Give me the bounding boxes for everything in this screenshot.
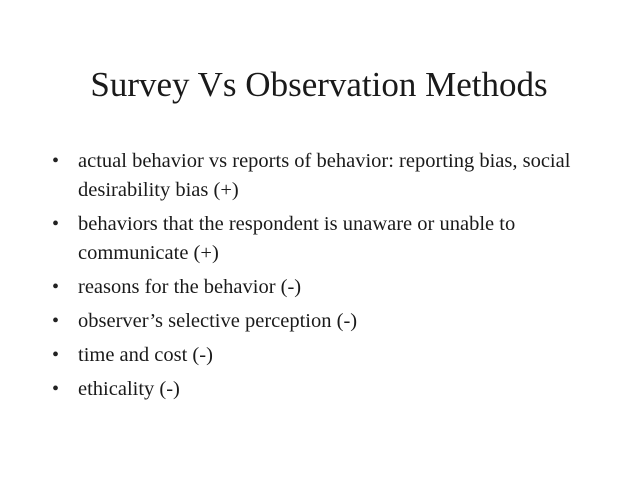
bullet-item bbox=[52, 147, 622, 205]
slide-title: Survey Vs Observation Methods bbox=[90, 65, 548, 104]
bullet-text: ethicality (-) bbox=[78, 378, 180, 400]
bullet-item bbox=[52, 210, 622, 268]
bullet-item bbox=[52, 375, 622, 404]
bullet-item bbox=[52, 273, 622, 302]
bullet-item bbox=[52, 307, 622, 336]
bullet-dot-icon: • bbox=[52, 344, 60, 366]
bullet-text: behaviors that the respondent is unaware or unable to communicate (+) bbox=[78, 213, 516, 264]
bullet-dot-icon: • bbox=[52, 213, 60, 235]
bullet-dot-icon: • bbox=[52, 276, 60, 298]
bullet-text: time and cost (-) bbox=[78, 344, 213, 366]
bullet-item bbox=[52, 341, 622, 370]
bullet-dot-icon: • bbox=[52, 150, 60, 172]
bullet-text: observer’s selective perception (-) bbox=[78, 310, 358, 332]
bullet-dot-icon: • bbox=[52, 378, 60, 400]
bullet-text: actual behavior vs reports of behavior: reporting bias, social desirability bias (+) bbox=[78, 150, 571, 201]
bullet-text: reasons for the behavior (-) bbox=[78, 276, 302, 298]
bullet-dot-icon: • bbox=[52, 310, 60, 332]
bullet-list bbox=[52, 147, 622, 409]
